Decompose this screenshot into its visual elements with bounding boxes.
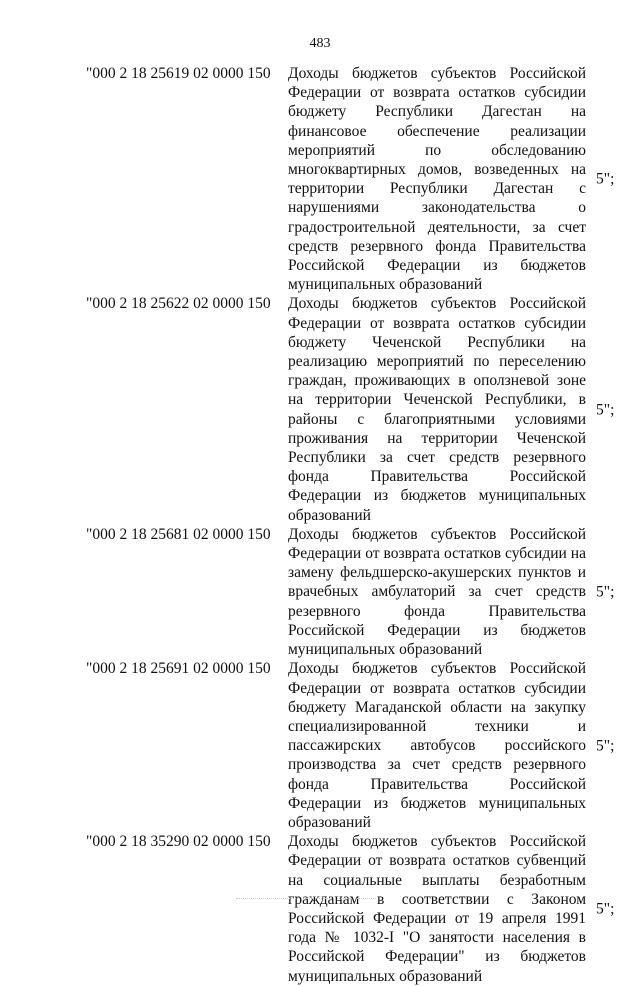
budget-code: "000 2 18 35290 02 0000 150 — [86, 833, 271, 851]
row-suffix: 5"; — [596, 900, 615, 918]
revenue-code-table — [0, 64, 640, 986]
table-row — [0, 294, 640, 524]
row-suffix: 5"; — [596, 170, 615, 188]
row-suffix: 5"; — [596, 737, 615, 755]
budget-code: "000 2 18 25619 02 0000 150 — [86, 65, 271, 82]
scan-artifact — [236, 898, 376, 902]
row-suffix: 5"; — [596, 583, 615, 601]
revenue-description: Доходы бюджетов субъектов Российской Федерации от возврата остатков субсидии бюджету Магаданской области на закупку специализированной техники и пассажирских автобусов российского производства за счет средств резервного фонда Правительства Российской Федерации из бюджетов муниципальных образований — [288, 660, 586, 831]
revenue-description: Доходы бюджетов субъектов Российской Федерации от возврата остатков субсидии бюджету Республики Дагестан на финансовое обеспечение реализации мероприятий по обследованию многоквартирных домов, возведенных на территории Республики Дагестан с нарушениями законодательства о градостроительной деятельности, за счет средств резервного фонда Правительства Российской Федерации из бюджетов муниципальных образований — [288, 65, 586, 294]
row-suffix: 5"; — [596, 401, 615, 419]
budget-code: "000 2 18 25622 02 0000 150 — [86, 295, 271, 313]
page-number: 483 — [309, 36, 331, 51]
revenue-description: Доходы бюджетов субъектов Российской Федерации от возврата остатков субсидии на замену фельдшерско-акушерских пунктов и врачебных амбулаторий за счет средств резервного фонда Правительства Российской Федерации из бюджетов муниципальных образований — [288, 525, 586, 659]
table-row — [0, 64, 640, 294]
budget-code: "000 2 18 25681 02 0000 150 — [86, 525, 271, 543]
revenue-description: Доходы бюджетов субъектов Российской Федерации от возврата остатков субсидии бюджету Чеченской Республики на реализацию мероприятий по переселению граждан, проживающих в оползневой зоне на территории Чеченской Республики, в районы с благоприятными условиями проживания на территории Чеченской Республики за счет средств резервного фонда Правительства Российской Федерации из бюджетов муниципальных образований — [288, 295, 586, 524]
budget-code: "000 2 18 25691 02 0000 150 — [86, 660, 271, 678]
revenue-description: Доходы бюджетов субъектов Российской Федерации от возврата остатков субвенций на социальные выплаты безработным гражданам в соответствии с Законом Российской Федерации от 19 апреля 1991 года № 1032-I "О занятости населения в Российской Федерации" из бюджетов муниципальных образований — [288, 833, 586, 985]
table-row — [0, 525, 640, 659]
table-row — [0, 832, 640, 986]
table-row — [0, 659, 640, 832]
